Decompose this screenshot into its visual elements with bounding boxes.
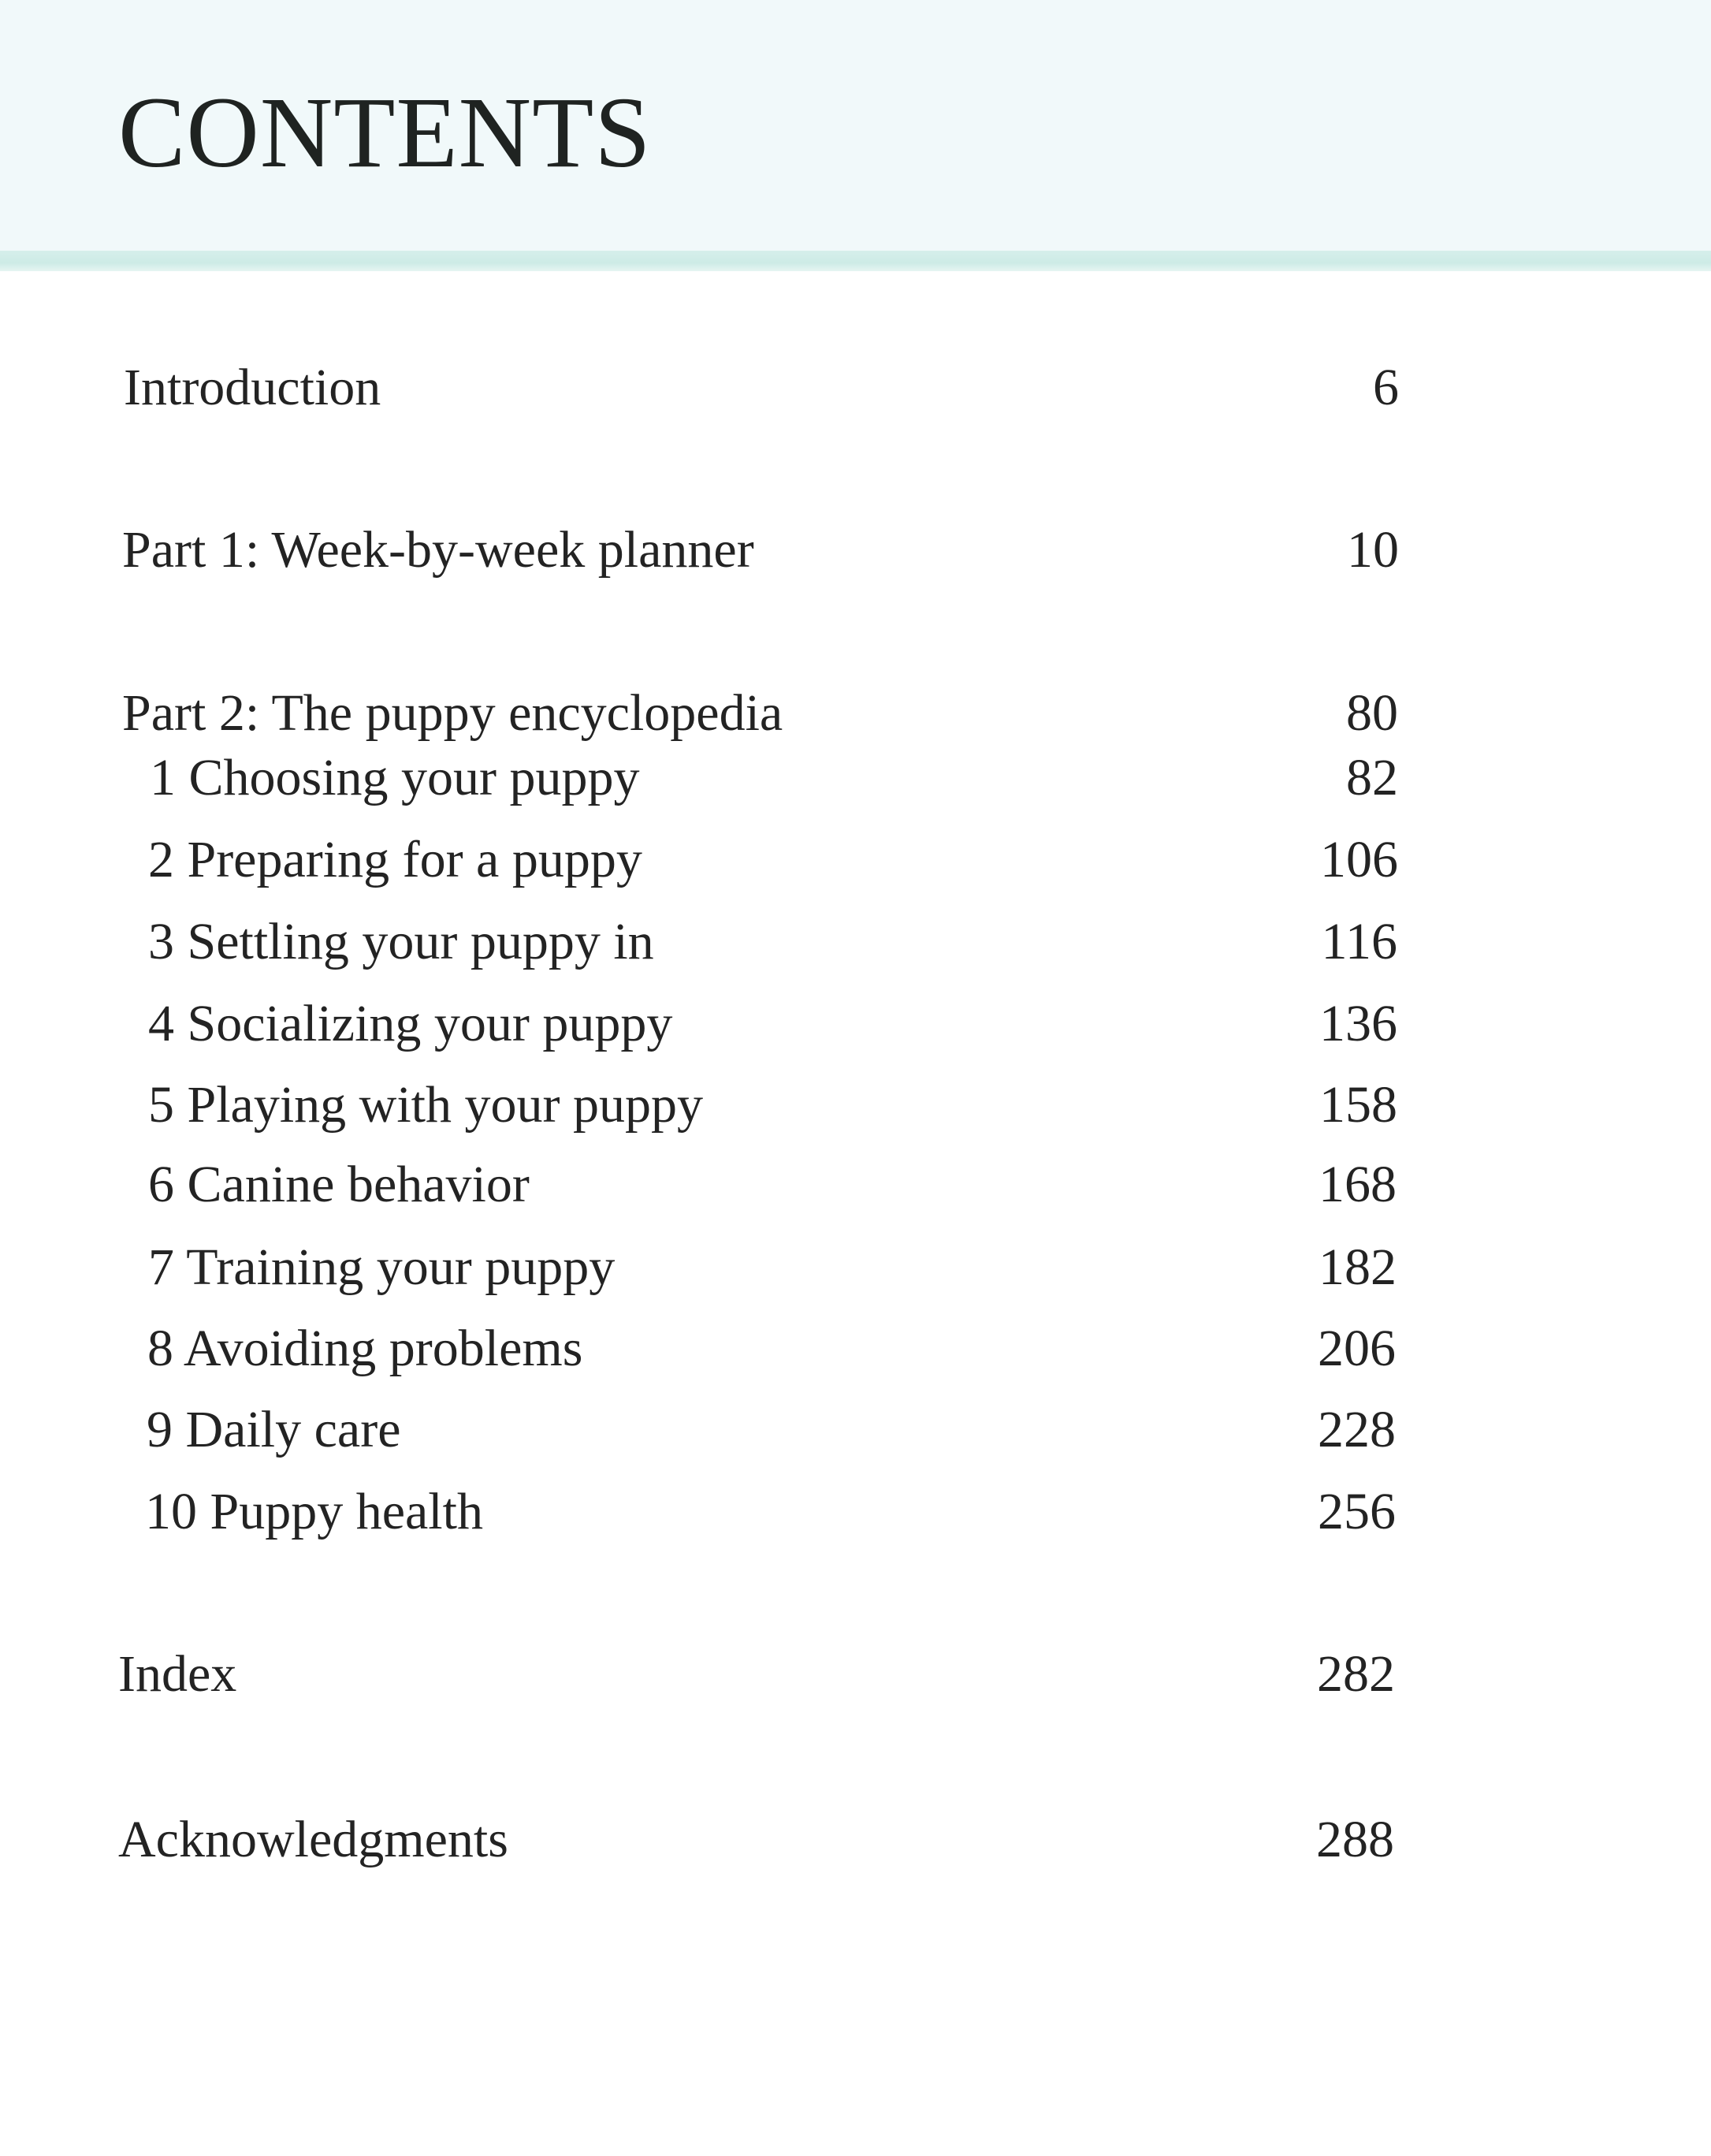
toc-entry-page: 80 (1346, 684, 1398, 742)
toc-entry-chapter-4[interactable] (0, 989, 1711, 1059)
toc-entry-label: 10 Puppy health (145, 1483, 483, 1540)
toc-entry-label: 3 Settling your puppy in (148, 913, 654, 970)
toc-entry-page: 106 (1320, 831, 1398, 888)
toc-entry-page: 116 (1321, 913, 1397, 970)
toc-entry-chapter-3[interactable] (0, 907, 1711, 977)
toc-entry-page: 206 (1318, 1320, 1396, 1377)
toc-entry-page: 282 (1317, 1645, 1395, 1703)
toc-entry-page: 136 (1319, 995, 1397, 1052)
toc-entry-label: Acknowledgments (118, 1811, 508, 1868)
toc-entry-part-2[interactable] (0, 678, 1711, 749)
toc-entry-label: 1 Choosing your puppy (150, 749, 640, 806)
toc-entry-chapter-2[interactable] (0, 825, 1711, 896)
toc-entry-page: 228 (1318, 1401, 1396, 1458)
toc-entry-part-1[interactable] (0, 515, 1711, 586)
toc-entry-label: Introduction (124, 359, 381, 416)
header-stripe (0, 251, 1711, 271)
toc-entry-chapter-10[interactable] (0, 1476, 1711, 1547)
toc-entry-label: Part 2: The puppy encyclopedia (122, 684, 783, 742)
toc-entry-label: 7 Training your puppy (148, 1238, 616, 1296)
toc-entry-page: 288 (1316, 1811, 1394, 1868)
toc-entry-page: 256 (1318, 1483, 1396, 1540)
toc-entry-label: 2 Preparing for a puppy (148, 831, 642, 888)
toc-entry-label: 8 Avoiding problems (147, 1320, 583, 1377)
toc-entry-chapter-1[interactable] (0, 743, 1711, 814)
toc-entry-page: 168 (1319, 1156, 1397, 1213)
toc-entry-chapter-5[interactable] (0, 1070, 1711, 1141)
toc-entry-page: 10 (1347, 521, 1399, 579)
toc-entry-label: 9 Daily care (147, 1401, 401, 1458)
toc-entry-page: 82 (1346, 749, 1398, 806)
toc-entry-page: 158 (1319, 1076, 1397, 1134)
toc-entry-page: 182 (1319, 1238, 1397, 1296)
toc-entry-page: 6 (1373, 359, 1399, 416)
toc-entry-chapter-6[interactable] (0, 1149, 1711, 1220)
toc-entry-label: 6 Canine behavior (148, 1156, 530, 1213)
toc-entry-introduction[interactable] (0, 352, 1711, 423)
toc-entry-label: Part 1: Week-by-week planner (122, 521, 754, 579)
toc-entry-index[interactable] (0, 1639, 1711, 1710)
page-title: CONTENTS (118, 76, 652, 188)
toc-entry-chapter-9[interactable] (0, 1395, 1711, 1465)
toc-entry-chapter-8[interactable] (0, 1313, 1711, 1384)
toc-entry-label: Index (118, 1645, 237, 1703)
toc-entry-acknowledgments[interactable] (0, 1804, 1711, 1875)
toc-entry-label: 5 Playing with your puppy (148, 1076, 703, 1134)
toc-entry-chapter-7[interactable] (0, 1232, 1711, 1303)
toc-entry-label: 4 Socializing your puppy (148, 995, 673, 1052)
